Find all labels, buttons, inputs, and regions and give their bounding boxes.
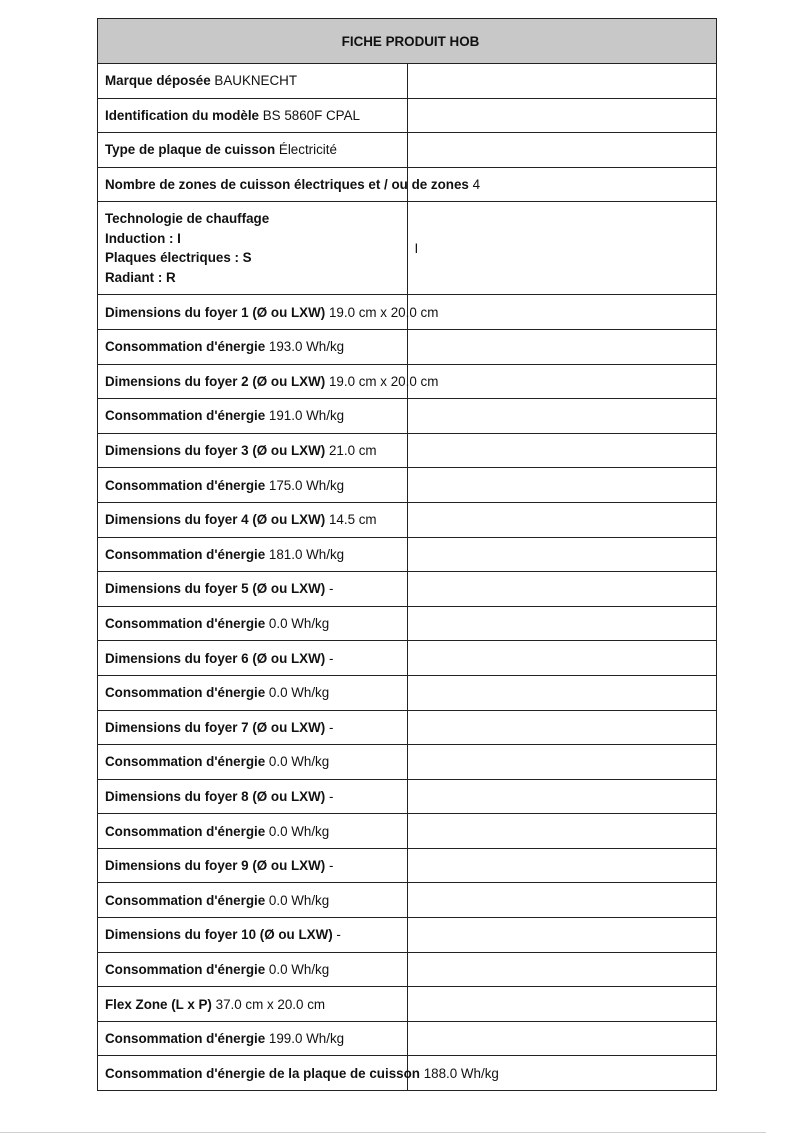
empty-value-cell: [407, 133, 717, 168]
row-value: -: [328, 650, 334, 666]
row-label: Dimensions du foyer 7 (Ø ou LXW): [105, 719, 326, 735]
row-value: 193.0 Wh/kg: [268, 339, 345, 355]
row-value: 14.5 cm: [328, 512, 377, 528]
row-label: Consommation d'énergie: [105, 616, 266, 632]
row-label: Nombre de zones de cuisson électriques et / ou de zones: [105, 177, 469, 193]
row-value: -: [328, 581, 334, 597]
row-label: Type de plaque de cuisson: [105, 142, 276, 158]
zone-spec-cell: [98, 364, 439, 399]
zone-spec-cell: [98, 779, 408, 814]
technology-value: I: [407, 202, 717, 295]
row-label: Consommation d'énergie: [105, 685, 266, 701]
empty-value-cell: [407, 779, 717, 814]
empty-value-cell: [407, 675, 717, 710]
row-value: 181.0 Wh/kg: [268, 546, 345, 562]
zone-spec-cell: [98, 295, 439, 330]
row-value: 37.0 cm x 20.0 cm: [215, 996, 326, 1012]
row-label: Consommation d'énergie de la plaque de cuisson: [105, 1065, 420, 1081]
zone-spec-cell: [98, 814, 408, 849]
empty-value-cell: [407, 918, 717, 953]
row-label: Consommation d'énergie: [105, 754, 266, 770]
table-row: [98, 1056, 717, 1091]
table-row: [98, 295, 717, 330]
empty-value-cell: [407, 537, 717, 572]
table-row: [98, 329, 717, 364]
table-row: [98, 537, 717, 572]
table-row: [98, 952, 717, 987]
row-label: Dimensions du foyer 6 (Ø ou LXW): [105, 650, 326, 666]
table-row: [98, 987, 717, 1022]
technology-cell: [98, 202, 408, 295]
row-label: Dimensions du foyer 3 (Ø ou LXW): [105, 443, 326, 459]
technology-row: [98, 202, 717, 295]
table-row: [98, 883, 717, 918]
brand-cell: [98, 64, 408, 99]
row-value: -: [328, 719, 334, 735]
row-value: -: [336, 927, 341, 943]
row-label: Consommation d'énergie: [105, 546, 266, 562]
row-value: Électricité: [278, 142, 337, 158]
product-sheet-table: [97, 18, 717, 1091]
row-label: Consommation d'énergie: [105, 339, 266, 355]
table-row: [98, 98, 717, 133]
empty-value-cell: [407, 64, 717, 99]
zone-spec-cell: [98, 848, 408, 883]
zone-spec-cell: [98, 1021, 408, 1056]
zone-spec-cell: [98, 537, 408, 572]
row-value: 0.0 Wh/kg: [268, 616, 330, 632]
table-row: [98, 675, 717, 710]
table-row: [98, 364, 717, 399]
page-footer-line: [0, 1132, 766, 1133]
empty-value-cell: [407, 745, 717, 780]
zone-spec-cell: [98, 329, 408, 364]
row-label: Dimensions du foyer 5 (Ø ou LXW): [105, 581, 326, 597]
row-value: 19.0 cm x 20.0 cm: [328, 373, 439, 389]
row-label: Consommation d'énergie: [105, 823, 266, 839]
zone-spec-cell: [98, 745, 408, 780]
technology-line: Plaques électriques : S: [105, 250, 252, 266]
empty-value-cell: [407, 468, 717, 503]
empty-value-cell: [407, 952, 717, 987]
product-sheet: [97, 18, 717, 1091]
title-row: [98, 19, 717, 64]
row-value: BAUKNECHT: [214, 73, 297, 89]
row-label: Consommation d'énergie: [105, 961, 266, 977]
table-row: [98, 745, 717, 780]
table-row: [98, 167, 717, 202]
zone-spec-cell: [98, 572, 408, 607]
technology-line: Induction : I: [105, 230, 181, 246]
zone-spec-cell: [98, 399, 408, 434]
row-label: Dimensions du foyer 10 (Ø ou LXW): [105, 927, 333, 943]
row-label: Consommation d'énergie: [105, 477, 266, 493]
row-label: Flex Zone (L x P): [105, 996, 212, 1012]
row-value: 4: [472, 177, 481, 193]
row-value: 188.0 Wh/kg: [423, 1065, 499, 1081]
table-row: [98, 848, 717, 883]
zone-spec-cell: [98, 710, 408, 745]
zone-spec-cell: [98, 675, 408, 710]
empty-value-cell: [407, 433, 717, 468]
row-label: Marque déposée: [105, 73, 211, 89]
row-value: 175.0 Wh/kg: [268, 477, 345, 493]
hob-type-cell: [98, 133, 408, 168]
row-value: -: [328, 788, 334, 804]
row-label: Dimensions du foyer 1 (Ø ou LXW): [105, 304, 326, 320]
empty-value-cell: [407, 606, 717, 641]
row-value: 0.0 Wh/kg: [268, 685, 330, 701]
empty-value-cell: [407, 1021, 717, 1056]
row-value: 0.0 Wh/kg: [268, 961, 330, 977]
empty-value-cell: [407, 710, 717, 745]
zone-spec-cell: [98, 1056, 499, 1091]
empty-value-cell: [407, 572, 717, 607]
technology-title: Technologie de chauffage: [105, 211, 270, 227]
empty-value-cell: [407, 883, 717, 918]
empty-value-cell: [407, 987, 717, 1022]
empty-value-cell: [407, 814, 717, 849]
table-row: [98, 710, 717, 745]
table-row: [98, 1021, 717, 1056]
table-row: [98, 606, 717, 641]
zone-spec-cell: [98, 641, 408, 676]
row-label: Dimensions du foyer 9 (Ø ou LXW): [105, 858, 326, 874]
zone-spec-cell: [98, 433, 408, 468]
row-value: 0.0 Wh/kg: [268, 754, 330, 770]
zone-spec-cell: [98, 952, 408, 987]
table-row: [98, 399, 717, 434]
model-cell: [98, 98, 408, 133]
row-label: Dimensions du foyer 4 (Ø ou LXW): [105, 512, 326, 528]
empty-value-cell: [407, 364, 717, 399]
zone-spec-cell: [98, 987, 408, 1022]
empty-value-cell: [407, 98, 717, 133]
row-value: 199.0 Wh/kg: [268, 1031, 345, 1047]
table-row: [98, 572, 717, 607]
row-value: 191.0 Wh/kg: [268, 408, 345, 424]
technology-line: Radiant : R: [105, 269, 176, 285]
zone-spec-cell: [98, 502, 408, 537]
table-row: [98, 64, 717, 99]
table-row: [98, 468, 717, 503]
table-row: [98, 133, 717, 168]
row-value: 0.0 Wh/kg: [268, 823, 330, 839]
sheet-title: FICHE PRODUIT HOB: [98, 19, 717, 64]
empty-value-cell: [407, 502, 717, 537]
table-row: [98, 502, 717, 537]
row-label: Consommation d'énergie: [105, 1031, 266, 1047]
zone-spec-cell: [98, 918, 408, 953]
empty-value-cell: [407, 641, 717, 676]
table-row: [98, 918, 717, 953]
table-row: [98, 641, 717, 676]
zone-spec-cell: [98, 883, 408, 918]
row-value: BS 5860F CPAL: [262, 107, 360, 123]
zone-spec-cell: [98, 468, 408, 503]
zone-spec-cell: [98, 606, 408, 641]
zone-count-cell: [98, 167, 481, 202]
table-row: [98, 779, 717, 814]
row-value: 19.0 cm x 20.0 cm: [328, 304, 439, 320]
row-label: Dimensions du foyer 8 (Ø ou LXW): [105, 788, 326, 804]
table-row: [98, 433, 717, 468]
row-label: Dimensions du foyer 2 (Ø ou LXW): [105, 373, 326, 389]
empty-value-cell: [407, 295, 717, 330]
row-value: 0.0 Wh/kg: [268, 892, 330, 908]
empty-value-cell: [407, 848, 717, 883]
empty-value-cell: [407, 329, 717, 364]
row-label: Consommation d'énergie: [105, 892, 266, 908]
row-label: Identification du modèle: [105, 107, 259, 123]
row-label: Consommation d'énergie: [105, 408, 266, 424]
table-row: [98, 814, 717, 849]
empty-value-cell: [407, 399, 717, 434]
row-value: 21.0 cm: [328, 443, 377, 459]
row-value: -: [328, 858, 334, 874]
